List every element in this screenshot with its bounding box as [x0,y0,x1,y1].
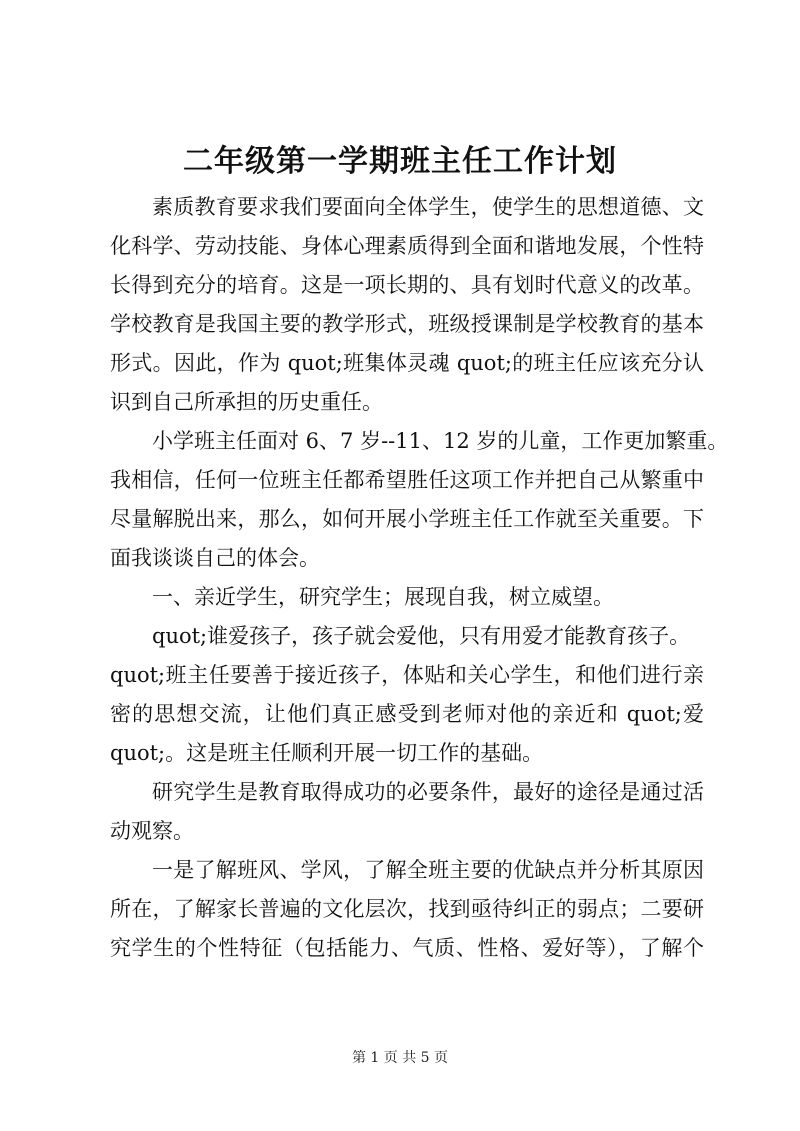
text-line: 我相信，任何一位班主任都希望胜任这项工作并把自己从繁重中 [110,468,704,492]
text-line: 小学班主任面对 6、7 岁--11、12 岁的儿童，工作更加繁重。 [152,429,729,453]
section-heading: 一、亲近学生，研究学生；展现自我，树立威望。 [152,585,614,609]
text-line: 化科学、劳动技能、身体心理素质得到全面和谐地发展，个性特 [110,234,704,258]
text-line: 面我谈谈自己的体会。 [110,546,320,570]
text-line: 研究学生是教育取得成功的必要条件，最好的途径是通过活 [152,780,704,804]
text-line: quot;。这是班主任顺利开展一切工作的基础。 [110,741,544,765]
text-line: 素质教育要求我们要面向全体学生，使学生的思想道德、文 [152,195,704,219]
text-line: 识到自己所承担的历史重任。 [110,390,383,414]
page-footer: 第 1 页 共 5 页 [351,1050,449,1066]
text-line: 形式。因此，作为 quot;班集体灵魂 quot;的班主任应该充分认 [110,351,704,375]
text-line: quot;谁爱孩子，孩子就会爱他，只有用爱才能教育孩子。 [152,624,691,648]
text-line: 密的思想交流，让他们真正感受到老师对他的亲近和 quot;爱 [110,702,704,726]
text-line: 学校教育是我国主要的教学形式，班级授课制是学校教育的基本 [110,312,704,336]
text-line: 一是了解班风、学风，了解全班主要的优缺点并分析其原因 [152,858,704,882]
body-text [110,188,729,968]
text-line: quot;班主任要善于接近孩子，体贴和关心学生，和他们进行亲 [110,663,704,687]
page-title: 二年级第一学期班主任工作计划 [183,144,617,179]
text-line: 长得到充分的培育。这是一项长期的、具有划时代意义的改革。 [110,273,704,297]
text-line: 所在，了解家长普遍的文化层次，找到亟待纠正的弱点；二要研 [110,897,704,921]
text-line: 动观察。 [110,819,194,843]
text-line: 尽量解脱出来，那么，如何开展小学班主任工作就至关重要。下 [110,507,704,531]
text-line: 究学生的个性特征（包括能力、气质、性格、爱好等），了解个 [110,936,704,960]
